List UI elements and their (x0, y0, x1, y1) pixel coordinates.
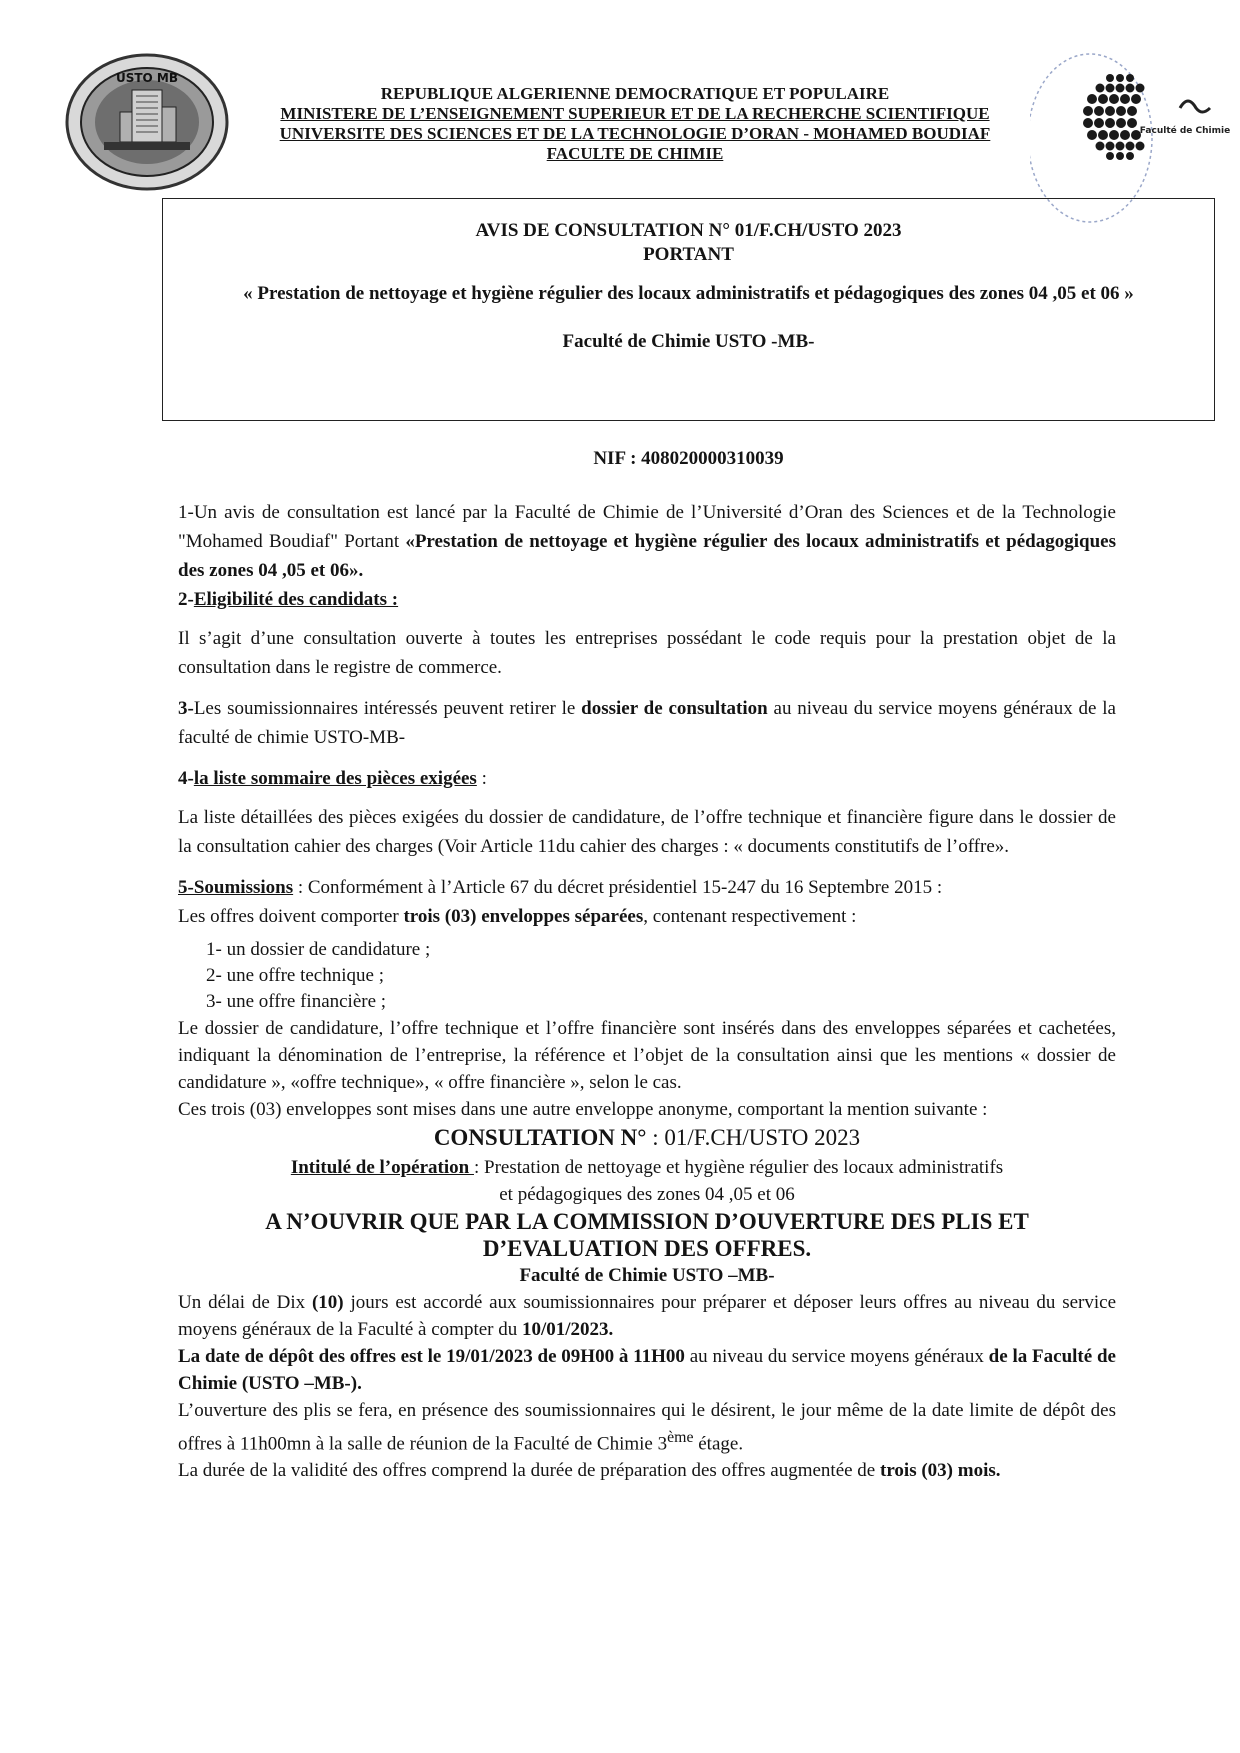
closing-p2-bold2: de la Faculté de Chimie (USTO –MB-). (178, 1346, 1116, 1394)
closing-p3-a: L’ouverture des plis se fera, en présence des soumissionnaires qui le désirent, le jour même de la date limite de dépôt des offres à 11h00mn à la salle de réunion de la Faculté de Chimie 3 (178, 1400, 1116, 1455)
envelope-faculty: Faculté de Chimie USTO –MB- (519, 1265, 775, 1286)
closing-deposit (178, 1343, 1116, 1397)
section-5-text2-bold: trois (03) enveloppes séparées (403, 906, 644, 927)
closing-p1-a: Un délai de Dix (178, 1292, 312, 1313)
section-2-number: 2- (178, 589, 194, 610)
section-4-text: La liste détaillées des pièces exigées du dossier de candidature, de l’offre technique et financière figure dans le dossier de la consultation cahier des charges (Voir Article 11du cahier des charges : « documents constitutifs de l’offre». (178, 807, 1116, 857)
closing-delay (178, 1289, 1116, 1343)
header-ministry: MINISTERE DE L’ENSEIGNEMENT SUPERIEUR ET DE LA RECHERCHE SCIENTIFIQUE (280, 104, 990, 123)
section-2-heading (178, 585, 1116, 614)
section-2-title: Eligibilité des candidats : (193, 589, 399, 610)
section-5-para1: Le dossier de candidature, l’offre technique et l’offre financière sont insérés dans des enveloppes séparées et cachetées, indiquant la dénomination de l’entreprise, la référence et l’objet de la consultation ainsi que les mentions « dossier de candidature », «offre technique», « offre financière », selon le cas. (178, 1018, 1116, 1093)
closing-p2-bold: La date de dépôt des offres est le 19/01/2023 de 09H00 à 11H00 (178, 1346, 685, 1367)
closing-p4-a: La durée de la validité des offres comprend la durée de préparation des offres augmentée de (178, 1460, 880, 1482)
section-3 (178, 694, 1116, 752)
list-item: 3- une offre financière ; (206, 991, 387, 1012)
closing-p4-bold: trois (03) mois. (880, 1460, 1001, 1482)
envelope-list (206, 937, 1116, 1015)
list-item: 2- une offre technique ; (206, 965, 384, 986)
closing-validity (178, 1457, 1116, 1484)
title-portant: PORTANT (643, 244, 734, 265)
section-1-text: Un avis de consultation est lancé par la Faculté de Chimie de l’Université d’Oran des Sciences et de la Technologie "Mohamed Boudiaf" Portant (178, 502, 1116, 552)
section-5-text: : Conformément à l’Article 67 du décret présidentiel 15-247 du 16 Septembre 2015 : (293, 877, 943, 898)
closing-p1-b: jours est accordé aux soumissionnaires pour préparer et déposer leurs offres au niveau du service moyens généraux de la Faculté à compter du (178, 1292, 1116, 1340)
envelope-operation-text: : Prestation de nettoyage et hygiène régulier des locaux administratifs (473, 1157, 1004, 1178)
section-1-bold: «Prestation de nettoyage et hygiène régulier des locaux administratifs et pédagogiques des zones 04 ,05 et 06». (178, 531, 1116, 581)
envelope-warning-1: A N’OUVRIR QUE PAR LA COMMISSION D’OUVERTURE DES PLIS ET (265, 1209, 1029, 1234)
closing-p2-text: au niveau du service moyens généraux (684, 1346, 989, 1367)
section-4-title: la liste sommaire des pièces exigées (193, 768, 477, 789)
closing-p1-bold2: 10/01/2023. (522, 1319, 614, 1340)
header-university: UNIVERSITE DES SCIENCES ET DE LA TECHNOLOGIE D’ORAN - MOHAMED BOUDIAF (279, 124, 991, 143)
section-3-text-a: Les soumissionnaires intéressés peuvent retirer le (193, 698, 582, 719)
nif-number: NIF : 408020000310039 (593, 448, 784, 469)
section-5-envelopes (178, 902, 1116, 931)
section-3-number: 3- (178, 698, 194, 719)
closing-p1-bold1: (10) (311, 1292, 344, 1313)
envelope-warning-2: D’EVALUATION DES OFFRES. (482, 1236, 812, 1261)
closing-p3-sup: ème (667, 1429, 694, 1446)
document-header (240, 84, 1030, 164)
header-republic: REPUBLIQUE ALGERIENNE DEMOCRATIQUE ET POPULAIRE (380, 84, 890, 103)
envelope-operation-text2: et pédagogiques des zones 04 ,05 et 06 (499, 1184, 795, 1205)
consultation-title: AVIS DE CONSULTATION N° 01/F.CH/USTO 2023 (475, 220, 902, 241)
section-5-text2-b: , contenant respectivement : (643, 906, 857, 927)
envelope-operation-label: Intitulé de l’opération (290, 1157, 474, 1178)
title-subject: « Prestation de nettoyage et hygiène régulier des locaux administratifs et pédagogiques des zones 04 ,05 et 06 » (243, 283, 1134, 304)
section-5 (178, 873, 1116, 902)
envelope-operation (178, 1154, 1116, 1208)
section-5-para2: Ces trois (03) enveloppes sont mises dans une autre enveloppe anonyme, comportant la mention suivante : (178, 1099, 988, 1120)
envelope-consultation-value: : 01/F.CH/USTO 2023 (646, 1125, 861, 1150)
list-item: 1- un dossier de candidature ; (206, 939, 431, 960)
section-5-text2-a: Les offres doivent comporter (178, 906, 404, 927)
section-3-bold: dossier de consultation (581, 698, 768, 719)
logo-right-label: Faculté de Chimie (1139, 126, 1230, 136)
header-faculty: FACULTE DE CHIMIE (546, 144, 724, 163)
title-faculty: Faculté de Chimie USTO -MB- (562, 331, 815, 352)
section-1-number: 1- (178, 502, 194, 523)
envelope-consultation-label: CONSULTATION N° (433, 1125, 647, 1150)
title-box (162, 198, 1215, 421)
section-3-text-b: au niveau du service moyens généraux de la faculté de chimie USTO-MB- (178, 698, 1116, 748)
closing-p3-b: étage. (693, 1433, 744, 1455)
usto-logo (64, 52, 230, 192)
section-5-title: 5-Soumissions (178, 877, 294, 898)
envelope-warning (178, 1208, 1116, 1262)
section-4-number: 4- (178, 768, 194, 789)
section-4-heading (178, 764, 1116, 793)
section-4-colon: : (476, 768, 487, 789)
logo-left-name: USTO MB (115, 71, 179, 85)
document-body (178, 498, 1116, 1484)
section-1 (178, 498, 1116, 585)
section-2-text: Il s’agit d’une consultation ouverte à toutes les entreprises possédant le code requis pour la prestation objet de la consultation dans le registre de commerce. (178, 628, 1116, 678)
closing-opening (178, 1397, 1116, 1457)
envelope-consultation (178, 1123, 1116, 1154)
